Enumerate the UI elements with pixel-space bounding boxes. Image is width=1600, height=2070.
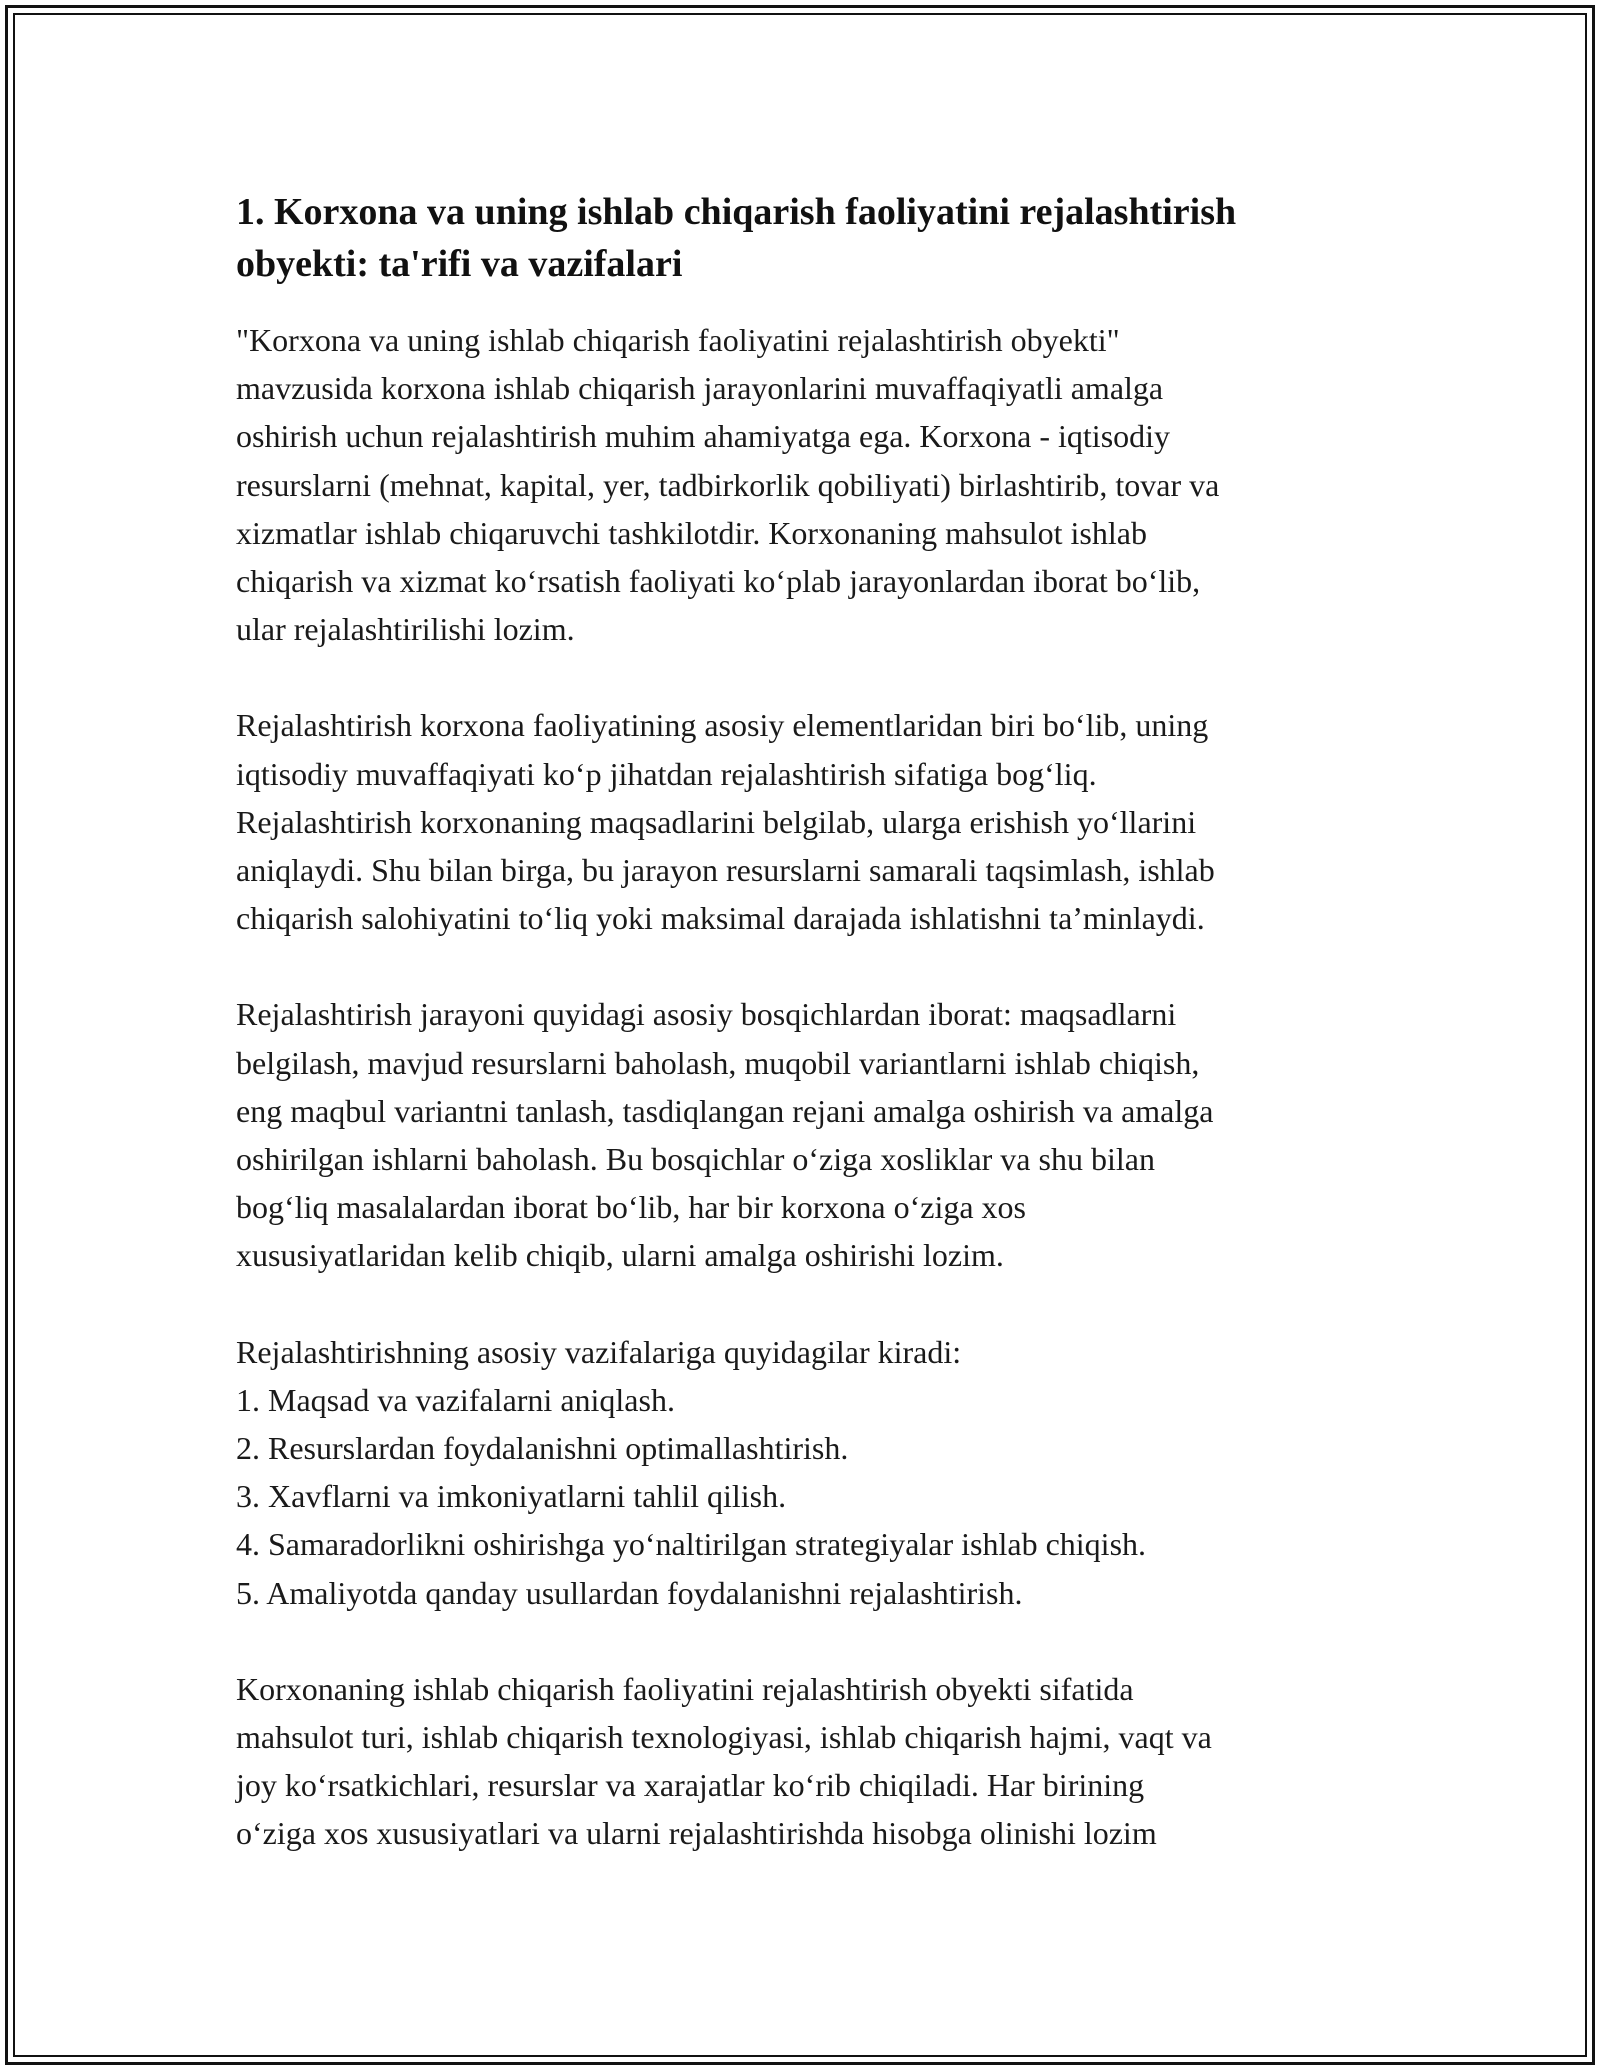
list-intro: Rejalashtirishning asosiy vazifalariga quyidagilar kiradi: [236,1333,962,1370]
list-item: 1. Maqsad va vazifalarni aniqlash. [236,1381,675,1418]
list-item: 2. Resurslardan foydalanishni optimallashtirish. [236,1430,849,1467]
paragraph-planning-stages: Rejalashtirish jarayoni quyidagi asosiy bosqichlardan iborat: maqsadlarni belgilash, mavjud resurslarni baholash, muqobil variantlarni ishlab chiqish, eng maqbul variantni tanlash, tasdiqlangan rejani amalga oshirish va amalga oshirilgan ishlarni baholash. Bu bosqichlar o‘ziga xosliklar va shu bilan bog‘liq masalalardan iborat bo‘lib, har bir korxona o‘ziga xos xususiyatlaridan kelib chiqib, ularni amalga oshirishi lozim. [236,996,1214,1274]
tasks-list [236,1376,1376,1617]
paragraph-intro: "Korxona va uning ishlab chiqarish faoliyatini rejalashtirish obyekti" mavzusida korxona ishlab chiqarish jarayonlarini muvaffaqiyatli amalga oshirish uchun rejalashtirish muhim ahamiyatga ega. Korxona - iqtisodiy resurslarni (mehnat, kapital, yer, tadbirkorlik qobiliyati) birlashtirib, tovar va xizmatlar ishlab chiqaruvchi tashkilotdir. Korxonaning mahsulot ishlab chiqarish va xizmat ko‘rsatish faoliyati ko‘plab jarayonlardan iborat bo‘lib, ular rejalashtirilishi lozim. [236,322,1220,648]
list-item: 5. Amaliyotda qanday usullardan foydalanishni rejalashtirish. [236,1574,1023,1611]
list-item: 3. Xavflarni va imkoniyatlarni tahlil qilish. [236,1478,787,1515]
list-item: 4. Samaradorlikni oshirishga yo‘naltirilgan strategiyalar ishlab chiqish. [236,1526,1147,1563]
paragraph-planning-role: Rejalashtirish korxona faoliyatining asosiy elementlaridan biri bo‘lib, uning iqtisodiy muvaffaqiyati ko‘p jihatdan rejalashtirish sifatiga bog‘liq. Rejalashtirish korxonaning maqsadlarini belgilab, ularga erishish yo‘llarini aniqlaydi. Shu bilan birga, bu jarayon resurslarni samarali taqsimlash, ishlab chiqarish salohiyatini to‘liq yoki maksimal darajada ishlatishni ta’minlaydi. [236,707,1215,937]
paragraph-closing: Korxonaning ishlab chiqarish faoliyatini rejalashtirish obyekti sifatida mahsulot turi, ishlab chiqarish texnologiyasi, ishlab chiqarish hajmi, vaqt va joy ko‘rsatkichlari, resurslar va xarajatlar ko‘rib chiqiladi. Har birining o‘ziga xos xususiyatlari va ularni rejalashtirishda hisobga olinishi lozim [236,1670,1212,1852]
document-body [236,186,1376,1906]
section-heading: 1. Korxona va uning ishlab chiqarish faoliyatini rejalashtirish obyekti: ta'rifi va vazifalari [236,191,1237,285]
